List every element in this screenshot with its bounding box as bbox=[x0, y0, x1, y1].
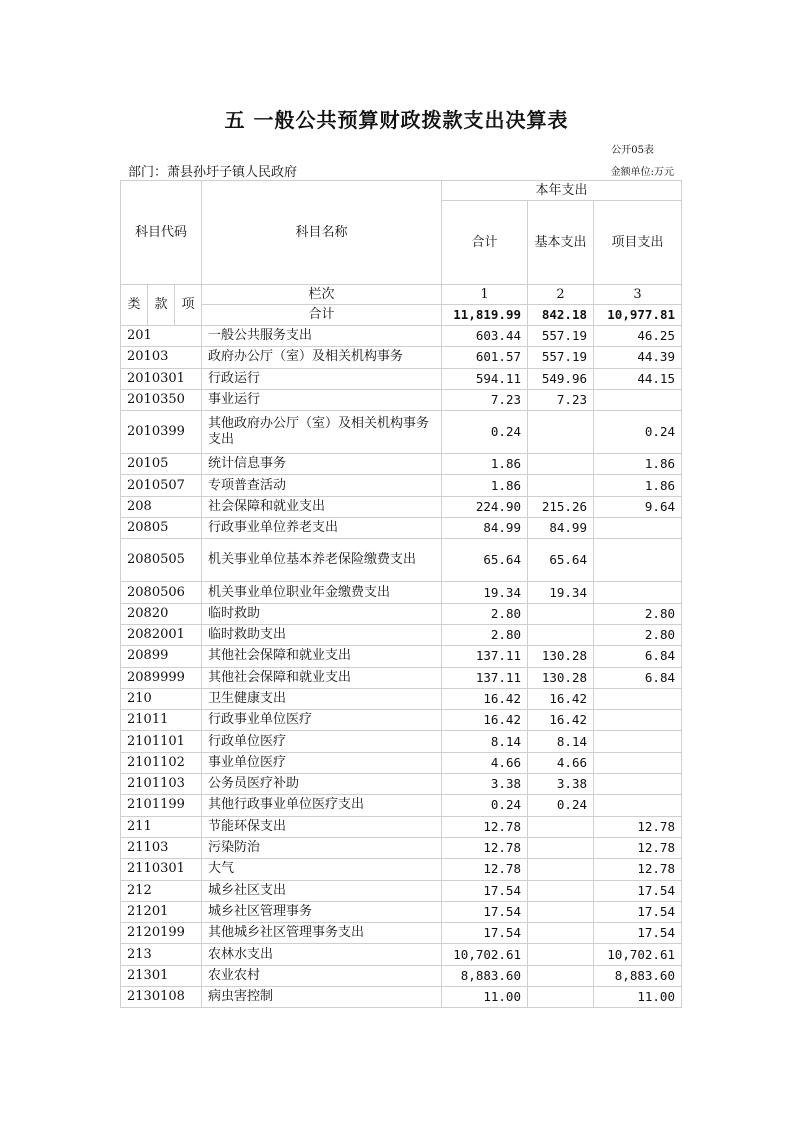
row-project: 10,702.61 bbox=[594, 944, 682, 965]
row-project: 2.80 bbox=[594, 624, 682, 645]
row-project bbox=[594, 539, 682, 582]
row-project bbox=[594, 389, 682, 410]
row-project: 44.39 bbox=[594, 347, 682, 368]
row-basic: 557.19 bbox=[528, 347, 594, 368]
row-project: 12.78 bbox=[594, 837, 682, 858]
row-project: 12.78 bbox=[594, 816, 682, 837]
table-row bbox=[121, 795, 682, 816]
row-total: 12.78 bbox=[442, 859, 528, 880]
row-code: 20899 bbox=[121, 646, 202, 667]
row-basic: 16.42 bbox=[528, 688, 594, 709]
row-code: 2101199 bbox=[121, 795, 202, 816]
row-name: 卫生健康支出 bbox=[202, 688, 442, 709]
table-row bbox=[121, 731, 682, 752]
row-basic: 19.34 bbox=[528, 582, 594, 603]
row-project bbox=[594, 518, 682, 539]
row-project bbox=[594, 582, 682, 603]
header-subject-code: 科目代码 bbox=[121, 181, 202, 285]
row-code: 201 bbox=[121, 326, 202, 347]
row-code: 21301 bbox=[121, 965, 202, 986]
table-row bbox=[121, 816, 682, 837]
row-code: 2082001 bbox=[121, 624, 202, 645]
row-name: 大气 bbox=[202, 859, 442, 880]
row-name: 行政运行 bbox=[202, 368, 442, 389]
row-total: 12.78 bbox=[442, 816, 528, 837]
row-basic bbox=[528, 837, 594, 858]
row-name: 城乡社区支出 bbox=[202, 880, 442, 901]
row-name: 污染防治 bbox=[202, 837, 442, 858]
row-code: 2110301 bbox=[121, 859, 202, 880]
row-code: 2080506 bbox=[121, 582, 202, 603]
row-total: 2.80 bbox=[442, 603, 528, 624]
row-basic bbox=[528, 987, 594, 1008]
row-total: 137.11 bbox=[442, 646, 528, 667]
table-row bbox=[121, 987, 682, 1008]
row-code: 2130108 bbox=[121, 987, 202, 1008]
row-total: 224.90 bbox=[442, 496, 528, 517]
table-row bbox=[121, 582, 682, 603]
table-row bbox=[121, 475, 682, 496]
row-basic: 130.28 bbox=[528, 667, 594, 688]
row-code: 2101101 bbox=[121, 731, 202, 752]
row-code: 2010301 bbox=[121, 368, 202, 389]
row-project: 8,883.60 bbox=[594, 965, 682, 986]
row-name: 农林水支出 bbox=[202, 944, 442, 965]
row-name: 专项普查活动 bbox=[202, 475, 442, 496]
row-code: 2120199 bbox=[121, 923, 202, 944]
row-project: 0.24 bbox=[594, 411, 682, 454]
row-basic: 7.23 bbox=[528, 389, 594, 410]
row-total: 7.23 bbox=[442, 389, 528, 410]
row-project: 44.15 bbox=[594, 368, 682, 389]
header-total: 合计 bbox=[442, 201, 528, 285]
row-name: 机关事业单位基本养老保险缴费支出 bbox=[202, 539, 442, 582]
row-basic bbox=[528, 923, 594, 944]
row-total: 17.54 bbox=[442, 901, 528, 922]
row-total: 10,702.61 bbox=[442, 944, 528, 965]
table-row bbox=[121, 923, 682, 944]
row-code: 210 bbox=[121, 688, 202, 709]
row-name: 其他行政事业单位医疗支出 bbox=[202, 795, 442, 816]
header-subject-name: 科目名称 bbox=[202, 181, 442, 285]
row-basic bbox=[528, 475, 594, 496]
table-row bbox=[121, 859, 682, 880]
row-code: 2101102 bbox=[121, 752, 202, 773]
row-total: 0.24 bbox=[442, 411, 528, 454]
row-total: 601.57 bbox=[442, 347, 528, 368]
row-project: 17.54 bbox=[594, 923, 682, 944]
row-project: 17.54 bbox=[594, 901, 682, 922]
row-basic: 3.38 bbox=[528, 774, 594, 795]
row-name: 行政单位医疗 bbox=[202, 731, 442, 752]
row-total: 65.64 bbox=[442, 539, 528, 582]
row-name: 行政事业单位医疗 bbox=[202, 710, 442, 731]
row-basic bbox=[528, 901, 594, 922]
row-basic bbox=[528, 603, 594, 624]
row-total: 8.14 bbox=[442, 731, 528, 752]
row-code: 21103 bbox=[121, 837, 202, 858]
row-code: 213 bbox=[121, 944, 202, 965]
table-row bbox=[121, 837, 682, 858]
row-basic: 4.66 bbox=[528, 752, 594, 773]
row-total: 17.54 bbox=[442, 923, 528, 944]
row-name: 其他政府办公厅（室）及相关机构事务支出 bbox=[202, 411, 442, 454]
row-name: 临时救助支出 bbox=[202, 624, 442, 645]
row-basic: 215.26 bbox=[528, 496, 594, 517]
row-name: 一般公共服务支出 bbox=[202, 326, 442, 347]
row-total: 1.86 bbox=[442, 475, 528, 496]
row-basic: 84.99 bbox=[528, 518, 594, 539]
amount-unit: 金额单位:万元 bbox=[610, 167, 674, 178]
row-project bbox=[594, 752, 682, 773]
row-total: 2.80 bbox=[442, 624, 528, 645]
row-basic: 8.14 bbox=[528, 731, 594, 752]
row-total: 11.00 bbox=[442, 987, 528, 1008]
row-project bbox=[594, 688, 682, 709]
row-basic: 557.19 bbox=[528, 326, 594, 347]
row-basic: 0.24 bbox=[528, 795, 594, 816]
row-name: 病虫害控制 bbox=[202, 987, 442, 1008]
table-row bbox=[121, 603, 682, 624]
row-name: 社会保障和就业支出 bbox=[202, 496, 442, 517]
row-total: 84.99 bbox=[442, 518, 528, 539]
row-total: 4.66 bbox=[442, 752, 528, 773]
row-code: 2010399 bbox=[121, 411, 202, 454]
table-row bbox=[121, 368, 682, 389]
header-project: 项目支出 bbox=[594, 201, 682, 285]
table-row bbox=[121, 965, 682, 986]
row-code: 2089999 bbox=[121, 667, 202, 688]
row-total: 137.11 bbox=[442, 667, 528, 688]
row-code: 21201 bbox=[121, 901, 202, 922]
row-code: 20820 bbox=[121, 603, 202, 624]
table-row bbox=[121, 624, 682, 645]
row-code: 212 bbox=[121, 880, 202, 901]
row-project: 6.84 bbox=[594, 646, 682, 667]
table-row bbox=[121, 518, 682, 539]
row-project: 12.78 bbox=[594, 859, 682, 880]
table-row bbox=[121, 752, 682, 773]
header-col-2: 2 bbox=[528, 285, 594, 305]
table-row bbox=[121, 688, 682, 709]
header-current-year: 本年支出 bbox=[442, 181, 682, 201]
row-project bbox=[594, 774, 682, 795]
row-project bbox=[594, 795, 682, 816]
row-project: 46.25 bbox=[594, 326, 682, 347]
row-total: 17.54 bbox=[442, 880, 528, 901]
row-total: 19.34 bbox=[442, 582, 528, 603]
department-label: 部门：萧县孙圩子镇人民政府 bbox=[128, 165, 298, 180]
row-total: 594.11 bbox=[442, 368, 528, 389]
row-name: 其他城乡社区管理事务支出 bbox=[202, 923, 442, 944]
row-name: 统计信息事务 bbox=[202, 454, 442, 475]
row-code: 21011 bbox=[121, 710, 202, 731]
row-name: 行政事业单位养老支出 bbox=[202, 518, 442, 539]
row-basic bbox=[528, 816, 594, 837]
row-project: 9.64 bbox=[594, 496, 682, 517]
row-project bbox=[594, 710, 682, 731]
total-row-total: 11,819.99 bbox=[442, 305, 528, 326]
row-basic: 65.64 bbox=[528, 539, 594, 582]
row-project: 2.80 bbox=[594, 603, 682, 624]
expenditure-table bbox=[120, 180, 682, 1008]
row-code: 2080505 bbox=[121, 539, 202, 582]
row-project: 17.54 bbox=[594, 880, 682, 901]
table-row bbox=[121, 389, 682, 410]
table-row bbox=[121, 710, 682, 731]
row-name: 机关事业单位职业年金缴费支出 bbox=[202, 582, 442, 603]
row-name: 公务员医疗补助 bbox=[202, 774, 442, 795]
table-row bbox=[121, 667, 682, 688]
table-row bbox=[121, 326, 682, 347]
row-basic bbox=[528, 880, 594, 901]
table-row bbox=[121, 646, 682, 667]
row-name: 其他社会保障和就业支出 bbox=[202, 646, 442, 667]
row-basic bbox=[528, 944, 594, 965]
table-row bbox=[121, 774, 682, 795]
row-code: 20805 bbox=[121, 518, 202, 539]
row-code: 2010507 bbox=[121, 475, 202, 496]
row-project: 1.86 bbox=[594, 475, 682, 496]
row-project bbox=[594, 731, 682, 752]
row-name: 其他社会保障和就业支出 bbox=[202, 667, 442, 688]
header-col-3: 3 bbox=[594, 285, 682, 305]
header-xiang: 项 bbox=[175, 285, 202, 326]
row-project: 11.00 bbox=[594, 987, 682, 1008]
total-row-basic: 842.18 bbox=[528, 305, 594, 326]
row-total: 1.86 bbox=[442, 454, 528, 475]
row-name: 临时救助 bbox=[202, 603, 442, 624]
table-row bbox=[121, 944, 682, 965]
form-number: 公开05表 bbox=[611, 145, 654, 156]
row-code: 2101103 bbox=[121, 774, 202, 795]
row-name: 事业运行 bbox=[202, 389, 442, 410]
row-total: 8,883.60 bbox=[442, 965, 528, 986]
row-total: 16.42 bbox=[442, 710, 528, 731]
row-total: 3.38 bbox=[442, 774, 528, 795]
row-total: 603.44 bbox=[442, 326, 528, 347]
row-basic bbox=[528, 411, 594, 454]
row-name: 政府办公厅（室）及相关机构事务 bbox=[202, 347, 442, 368]
header-column-index: 栏次 bbox=[202, 285, 442, 305]
row-name: 农业农村 bbox=[202, 965, 442, 986]
row-basic bbox=[528, 454, 594, 475]
row-code: 20105 bbox=[121, 454, 202, 475]
row-code: 2010350 bbox=[121, 389, 202, 410]
row-name: 城乡社区管理事务 bbox=[202, 901, 442, 922]
header-basic: 基本支出 bbox=[528, 201, 594, 285]
total-row-label: 合计 bbox=[202, 305, 442, 326]
table-row bbox=[121, 411, 682, 454]
row-code: 208 bbox=[121, 496, 202, 517]
table-row bbox=[121, 901, 682, 922]
row-basic: 16.42 bbox=[528, 710, 594, 731]
row-project: 6.84 bbox=[594, 667, 682, 688]
report-title: 五 一般公共预算财政拨款支出决算表 bbox=[224, 108, 569, 132]
table-row bbox=[121, 880, 682, 901]
row-name: 节能环保支出 bbox=[202, 816, 442, 837]
row-basic: 130.28 bbox=[528, 646, 594, 667]
header-lei: 类 bbox=[121, 285, 148, 326]
row-basic bbox=[528, 859, 594, 880]
table-row bbox=[121, 347, 682, 368]
total-row-project: 10,977.81 bbox=[594, 305, 682, 326]
row-basic: 549.96 bbox=[528, 368, 594, 389]
row-code: 211 bbox=[121, 816, 202, 837]
row-basic bbox=[528, 624, 594, 645]
table-row bbox=[121, 539, 682, 582]
table-row bbox=[121, 496, 682, 517]
row-name: 事业单位医疗 bbox=[202, 752, 442, 773]
row-total: 16.42 bbox=[442, 688, 528, 709]
table-row bbox=[121, 454, 682, 475]
header-kuan: 款 bbox=[148, 285, 175, 326]
row-project: 1.86 bbox=[594, 454, 682, 475]
row-code: 20103 bbox=[121, 347, 202, 368]
row-basic bbox=[528, 965, 594, 986]
row-total: 12.78 bbox=[442, 837, 528, 858]
header-col-1: 1 bbox=[442, 285, 528, 305]
row-total: 0.24 bbox=[442, 795, 528, 816]
